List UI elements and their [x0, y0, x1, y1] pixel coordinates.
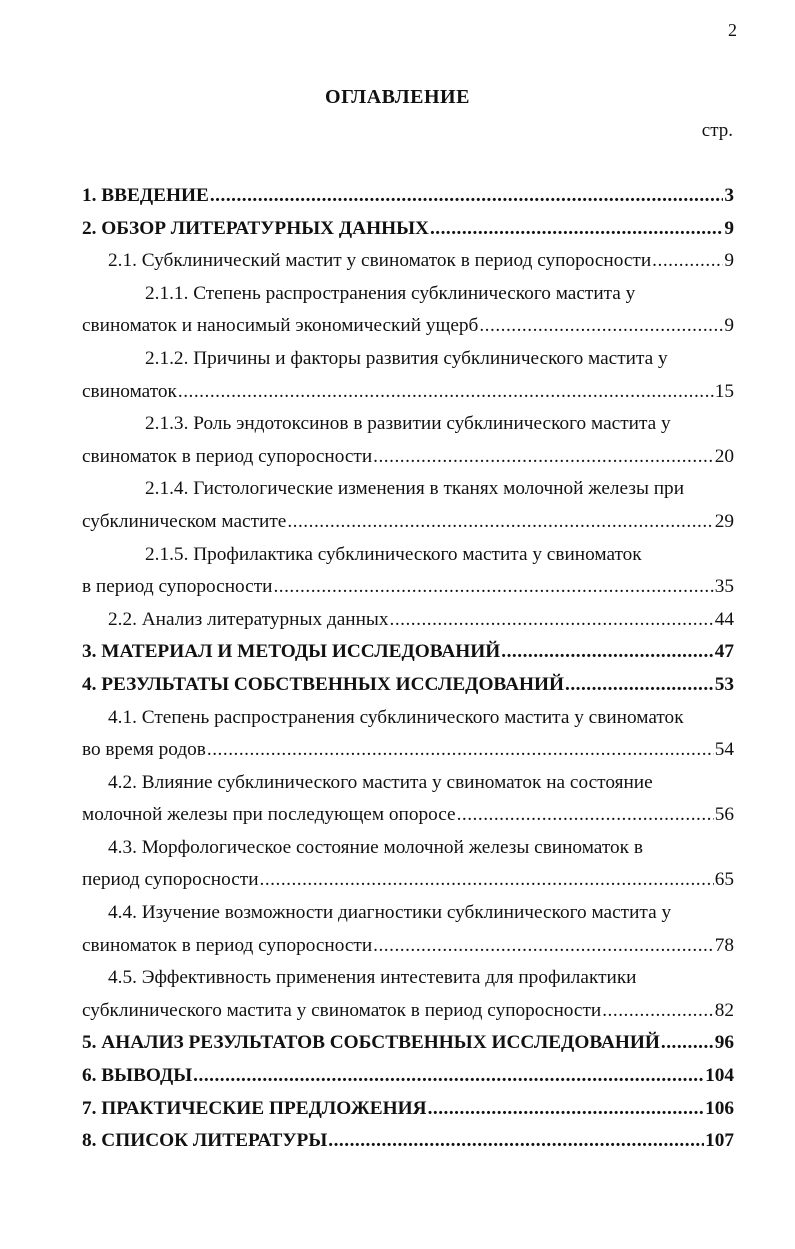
toc-leader-dots: [652, 245, 723, 278]
toc-entry-page: 9: [724, 315, 734, 337]
toc-entry-text: 2. ОБЗОР ЛИТЕРАТУРНЫХ ДАННЫХ: [82, 217, 429, 239]
toc-entry-line2[interactable]: [82, 799, 734, 832]
toc-entry-page: 9: [724, 250, 734, 272]
toc-entry-text: свиноматок в период супоросности: [82, 445, 373, 467]
toc-entry[interactable]: [82, 1060, 734, 1093]
toc-leader-dots: [661, 1027, 714, 1060]
toc-entry-line2[interactable]: [82, 930, 734, 963]
toc-entry-line2[interactable]: [82, 995, 734, 1028]
toc-entry-text: 2.1.1. Степень распространения субклинического мастита у: [145, 282, 636, 304]
toc-entry-line1[interactable]: [82, 278, 734, 311]
toc-leader-dots: [501, 636, 713, 669]
toc-leader-dots: [207, 734, 714, 767]
toc-entry-line1[interactable]: [82, 343, 734, 376]
toc-entry-page: 78: [714, 934, 734, 956]
toc-entry-text: молочной железы при последующем опоросе: [82, 804, 456, 826]
page-column-label: стр.: [701, 120, 733, 141]
toc-entry[interactable]: [82, 604, 734, 637]
toc-entry-page: 47: [714, 641, 734, 663]
toc-entry-text: 2.1.2. Причины и факторы развития субклинического мастита у: [145, 347, 668, 369]
toc-entry-line1[interactable]: [82, 897, 734, 930]
toc-entry-text: свиноматок в период супоросности: [82, 934, 373, 956]
toc-entry-text: 8. СПИСОК ЛИТЕРАТУРЫ: [82, 1130, 328, 1152]
toc-leader-dots: [193, 1060, 704, 1093]
toc-entry[interactable]: [82, 669, 734, 702]
toc-entry-line2[interactable]: [82, 571, 734, 604]
toc-entry-line2[interactable]: [82, 441, 734, 474]
toc-entry-page: 82: [714, 999, 734, 1021]
toc-entry-text: 1. ВВЕДЕНИЕ: [82, 185, 209, 206]
toc-entry-line1[interactable]: [82, 408, 734, 441]
toc-entry-page: 35: [714, 576, 734, 598]
toc-entry-text: 2.1. Субклинический мастит у свиноматок в период супоросности: [108, 250, 652, 272]
toc-leader-dots: [287, 506, 713, 539]
toc-entry-text: 4.1. Степень распространения субклинического мастита у свиноматок: [108, 706, 684, 728]
toc-entry[interactable]: [82, 180, 734, 213]
toc-entry-line1[interactable]: [82, 473, 734, 506]
toc-leader-dots: [457, 799, 714, 832]
toc-entry-line1[interactable]: [82, 962, 734, 995]
table-of-contents: [82, 180, 734, 1158]
toc-entry-page: 44: [714, 608, 734, 630]
toc-leader-dots: [273, 571, 713, 604]
toc-entry[interactable]: [82, 1125, 734, 1158]
toc-entry-text: 4.2. Влияние субклинического мастита у свиноматок на состояние: [108, 771, 653, 793]
toc-leader-dots: [479, 310, 723, 343]
toc-entry-text: 2.2. Анализ литературных данных: [108, 608, 389, 630]
toc-leader-dots: [210, 180, 724, 213]
toc-entry-page: 15: [714, 380, 734, 402]
toc-entry-line2[interactable]: [82, 376, 734, 409]
toc-leader-dots: [430, 213, 723, 246]
toc-entry[interactable]: [82, 245, 734, 278]
toc-entry-page: 3: [724, 185, 734, 206]
toc-entry[interactable]: [82, 1027, 734, 1060]
toc-entry-text: 4.4. Изучение возможности диагностики субклинического мастита у: [108, 902, 672, 924]
toc-leader-dots: [565, 669, 714, 702]
toc-entry-text: субклиническом мастите: [82, 510, 287, 532]
toc-entry-text: 7. ПРАКТИЧЕСКИЕ ПРЕДЛОЖЕНИЯ: [82, 1097, 427, 1119]
toc-leader-dots: [373, 930, 714, 963]
toc-entry-line2[interactable]: [82, 734, 734, 767]
toc-entry-page: 65: [714, 869, 734, 891]
toc-entry-text: во время родов: [82, 739, 206, 761]
toc-entry-text: 2.1.3. Роль эндотоксинов в развитии субклинического мастита у: [145, 413, 671, 435]
toc-entry-text: 4. РЕЗУЛЬТАТЫ СОБСТВЕННЫХ ИССЛЕДОВАНИЙ: [82, 673, 564, 695]
toc-entry-page: 96: [714, 1032, 734, 1054]
toc-entry[interactable]: [82, 636, 734, 669]
toc-entry-line1[interactable]: [82, 767, 734, 800]
toc-entry-line1[interactable]: [82, 702, 734, 735]
toc-leader-dots: [328, 1125, 704, 1158]
toc-entry-page: 56: [714, 804, 734, 826]
toc-entry-text: свиноматок: [82, 380, 177, 402]
toc-entry-text: 5. АНАЛИЗ РЕЗУЛЬТАТОВ СОБСТВЕННЫХ ИССЛЕДОВАНИЙ: [82, 1032, 660, 1054]
toc-entry-page: 104: [705, 1065, 734, 1087]
toc-leader-dots: [373, 441, 714, 474]
toc-entry-line2[interactable]: [82, 506, 734, 539]
toc-entry-line2[interactable]: [82, 310, 734, 343]
toc-entry-page: 106: [705, 1097, 734, 1119]
page-title: ОГЛАВЛЕНИЕ: [325, 86, 470, 108]
toc-entry-text: 4.5. Эффективность применения интестевита для профилактики: [108, 967, 637, 989]
toc-entry-text: 2.1.4. Гистологические изменения в тканях молочной железы при: [145, 478, 685, 500]
toc-entry-page: 29: [714, 510, 734, 532]
toc-entry[interactable]: [82, 1093, 734, 1126]
toc-entry-text: 2.1.5. Профилактика субклинического мастита у свиноматок: [145, 543, 642, 565]
toc-entry-text: 4.3. Морфологическое состояние молочной железы свиноматок в: [108, 836, 643, 858]
toc-entry-page: 107: [705, 1130, 734, 1152]
toc-entry[interactable]: [82, 213, 734, 246]
toc-entry-text: в период супоросности: [82, 576, 273, 598]
toc-leader-dots: [390, 604, 714, 637]
toc-entry-text: свиноматок и наносимый экономический ущерб: [82, 315, 479, 337]
toc-entry-page: 53: [714, 673, 734, 695]
toc-entry-line2[interactable]: [82, 864, 734, 897]
toc-leader-dots: [602, 995, 713, 1028]
page-number: 2: [728, 20, 737, 40]
toc-leader-dots: [260, 864, 714, 897]
toc-entry-text: субклинического мастита у свиноматок в период супоросности: [82, 999, 602, 1021]
toc-entry-text: 3. МАТЕРИАЛ И МЕТОДЫ ИССЛЕДОВАНИЙ: [82, 641, 501, 663]
toc-entry-text: период супоросности: [82, 869, 259, 891]
toc-entry-page: 9: [724, 217, 734, 239]
toc-entry-text: 6. ВЫВОДЫ: [82, 1065, 193, 1087]
toc-entry-line1[interactable]: [82, 832, 734, 865]
toc-entry-line1[interactable]: [82, 539, 734, 572]
toc-leader-dots: [428, 1093, 705, 1126]
toc-entry-page: 20: [714, 445, 734, 467]
toc-leader-dots: [178, 376, 714, 409]
toc-entry-page: 54: [714, 739, 734, 761]
